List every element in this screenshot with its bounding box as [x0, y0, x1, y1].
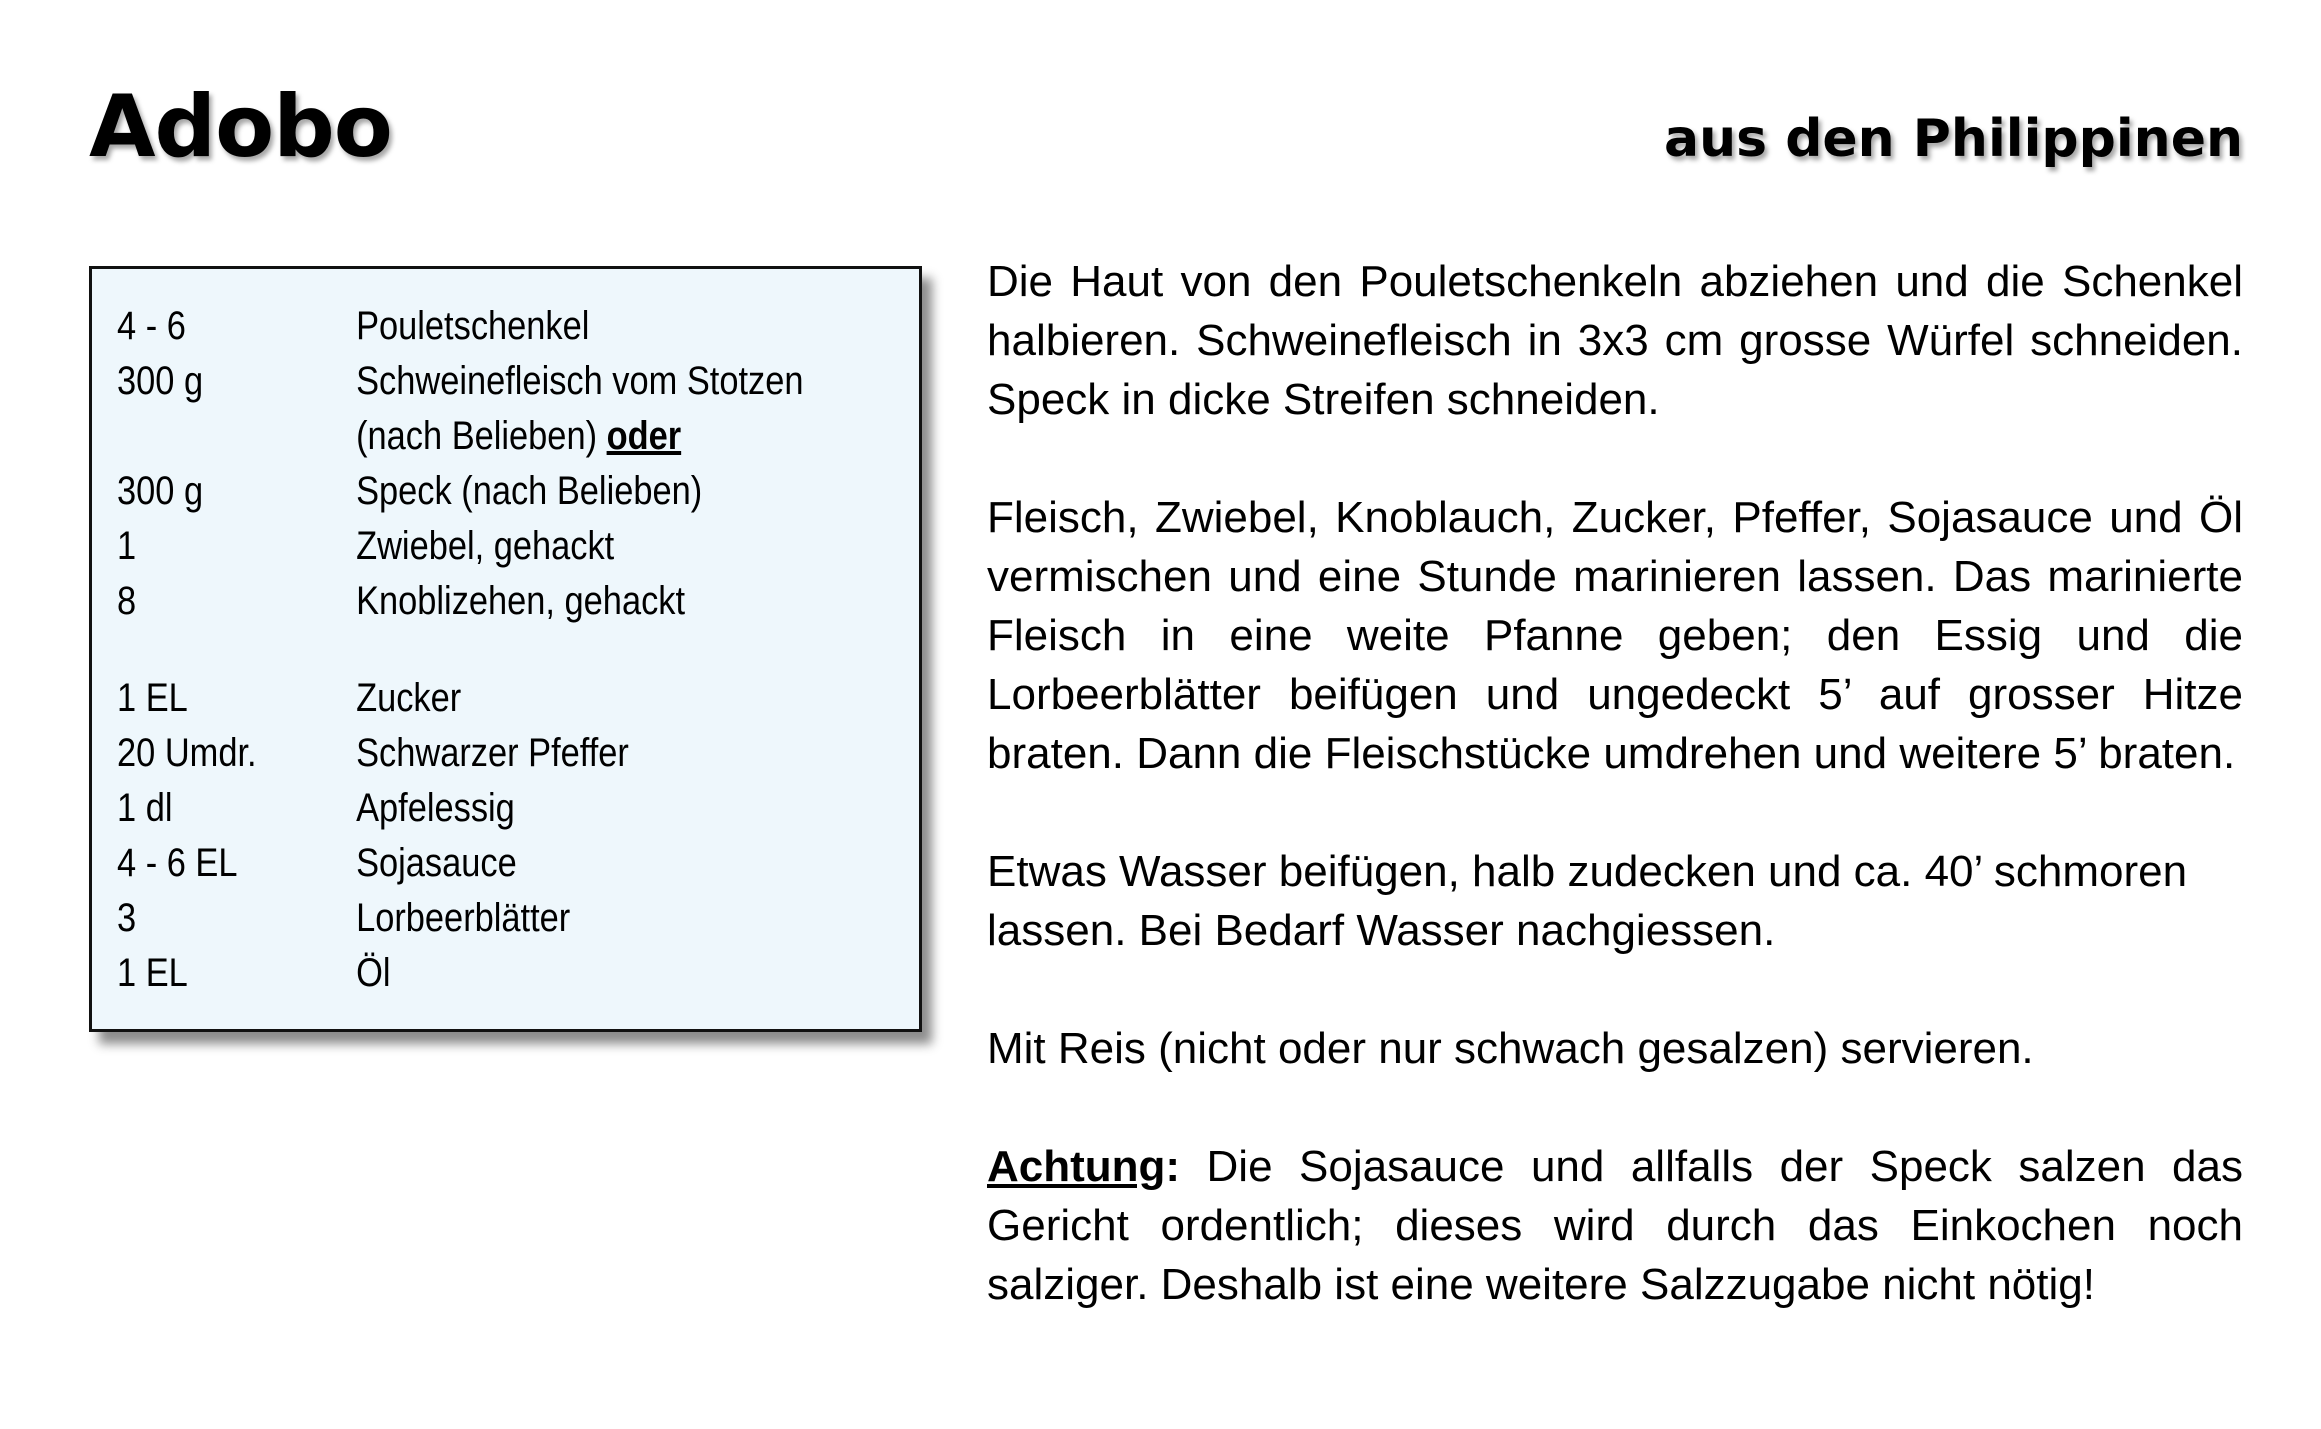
warning-text: Die Sojasauce und allfalls der Speck salzen das Gericht ordentlich; dieses wird durch das Einkochen noch salziger. Deshalb ist eine weitere Salzzugabe nicht nötig! — [987, 1142, 2243, 1309]
ingredient-quantity: 4 - 6 — [117, 304, 186, 348]
ingredient-name — [356, 409, 681, 464]
ingredient-row — [117, 891, 807, 946]
ingredient-row — [117, 836, 807, 891]
ingredient-row — [117, 781, 807, 836]
warning-paragraph — [987, 1137, 2243, 1314]
ingredient-alternative-emphasis: oder — [606, 414, 682, 458]
ingredient-row — [117, 354, 807, 409]
instruction-paragraph: Die Haut von den Pouletschenkeln abziehen und die Schenkel halbieren. Schweinefleisch in 3x3 cm grosse Würfel schneiden. Speck in dicke Streifen schneiden. — [987, 257, 2243, 424]
warning-colon: : — [1165, 1142, 1181, 1191]
recipe-origin: aus den Philippinen — [1664, 109, 2243, 169]
ingredient-quantity: 1 EL — [117, 951, 188, 995]
ingredient-name: Speck (nach Belieben) — [356, 469, 703, 513]
ingredient-quantity: 300 g — [117, 359, 204, 403]
ingredient-name: Zucker — [356, 676, 462, 720]
ingredient-row — [117, 519, 807, 574]
ingredient-quantity: 20 Umdr. — [117, 731, 257, 775]
warning-label: Achtung — [987, 1142, 1166, 1191]
ingredients-box — [89, 266, 922, 1032]
ingredient-quantity — [117, 409, 356, 464]
ingredient-row — [117, 464, 807, 519]
ingredient-quantity: 3 — [117, 896, 137, 940]
serving-note: Mit Reis (nicht oder nur schwach gesalzen) servieren. — [987, 1024, 2034, 1073]
ingredient-name: Knoblizehen, gehackt — [356, 579, 686, 623]
ingredient-row — [117, 299, 807, 354]
ingredient-quantity: 1 dl — [117, 786, 173, 830]
ingredient-name: Schwarzer Pfeffer — [356, 731, 629, 775]
ingredient-quantity: 1 EL — [117, 676, 188, 720]
ingredient-name: Schweinefleisch vom Stotzen — [356, 359, 804, 403]
ingredient-quantity: 8 — [117, 579, 137, 623]
ingredient-name: Öl — [356, 951, 391, 995]
instruction-paragraph: Etwas Wasser beifügen, halb zudecken und ca. 40’ schmoren lassen. Bei Bedarf Wasser nachgiessen. — [987, 847, 2188, 955]
ingredient-row — [117, 574, 807, 629]
ingredient-name: Zwiebel, gehackt — [356, 524, 615, 568]
ingredient-quantity: 300 g — [117, 469, 204, 513]
ingredient-name-text: (nach Belieben) — [356, 414, 607, 458]
ingredient-name: Lorbeerblätter — [356, 896, 571, 940]
instruction-paragraph: Fleisch, Zwiebel, Knoblauch, Zucker, Pfeffer, Sojasauce und Öl vermischen und eine Stunde marinieren lassen. Das marinierte Fleisch in eine weite Pfanne geben; den Essig und die Lorbeerblätter beifügen und ungedeckt 5’ auf grosser Hitze braten. Dann die Fleischstücke umdrehen und weitere 5’ braten. — [987, 493, 2243, 778]
ingredient-row — [117, 409, 807, 464]
ingredient-quantity: 4 - 6 EL — [117, 841, 238, 885]
ingredient-name: Sojasauce — [356, 841, 517, 885]
ingredient-row — [117, 946, 807, 1001]
ingredient-name: Apfelessig — [356, 786, 515, 830]
recipe-title: Adobo — [89, 77, 392, 177]
ingredient-quantity: 1 — [117, 524, 137, 568]
ingredient-row — [117, 671, 807, 726]
ingredient-name: Pouletschenkel — [356, 304, 590, 348]
ingredient-row — [117, 726, 807, 781]
instructions — [987, 252, 2243, 1314]
